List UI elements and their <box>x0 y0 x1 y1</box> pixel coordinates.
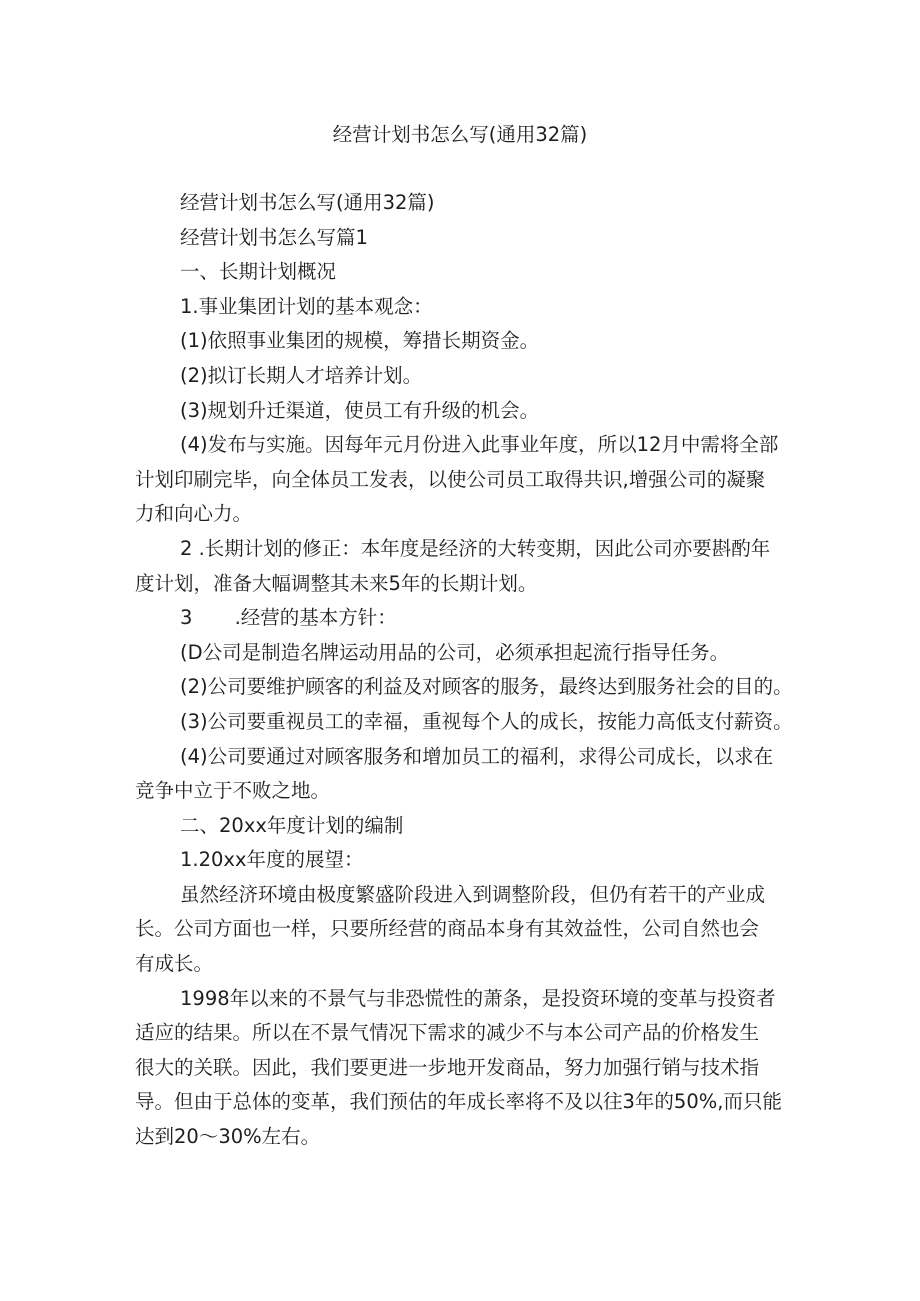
text-line: 3 .经营的基本方针： <box>180 606 397 630</box>
text-line: 2 .长期计划的修正：本年度是经济的大转变期，因此公司亦要斟酌年 <box>180 536 771 560</box>
text-line: (4)发布与实施。因每年元月份进入此事业年度，所以12月中需将全部 <box>180 433 779 457</box>
list-item <box>135 428 795 532</box>
list-item <box>135 670 795 705</box>
text-line: 导。但由于总体的变革，我们预估的年成长率将不及以往3年的50%,而只能 <box>135 1090 782 1114</box>
text-line: 1.20xx年度的展望： <box>180 848 364 872</box>
sub-heading <box>135 843 795 878</box>
text-line: 适应的结果。所以在不景气情况下需求的减少不与本公司产品的价格发生 <box>135 1021 760 1045</box>
list-item <box>135 394 795 429</box>
text-line: 一、长期计划概况 <box>180 260 337 284</box>
section-heading <box>135 809 795 844</box>
text-line: 1998年以来的不景气与非恐慌性的萧条，是投资环境的变革与投资者 <box>180 986 776 1010</box>
text-line: 有成长。 <box>135 952 214 976</box>
text-line: (3)规划升迁渠道，使员工有升级的机会。 <box>180 398 540 422</box>
sub-heading-paragraph <box>135 532 795 601</box>
list-item <box>135 359 795 394</box>
text-line: (D公司是制造名牌运动用品的公司，必须承担起流行指导任务。 <box>180 640 730 664</box>
list-item <box>135 740 795 809</box>
list-item <box>135 705 795 740</box>
paragraph-subtitle <box>135 186 795 221</box>
text-line: 竞争中立于不败之地。 <box>135 779 331 803</box>
text-line: 计划印刷完毕，向全体员工发表，以使公司员工取得共识,增强公司的凝聚 <box>135 467 766 491</box>
text-line: (2)拟订长期人才培养计划。 <box>180 363 423 387</box>
body-paragraph <box>135 982 795 1155</box>
text-line: 经营计划书怎么写(通用32篇) <box>180 191 435 214</box>
text-line: 度计划，准备大幅调整其未来5年的长期计划。 <box>135 571 538 595</box>
list-item <box>135 324 795 359</box>
sub-heading <box>135 601 795 636</box>
text-line: 二、20xx年度计划的编制 <box>180 813 404 837</box>
text-line: 1.事业集团计划的基本观念： <box>180 294 433 318</box>
body-paragraph <box>135 878 795 982</box>
document-body <box>135 186 795 1155</box>
text-line: 力和向心力。 <box>135 502 253 526</box>
text-line: (4)公司要通过对顾客服务和增加员工的福利，求得公司成长，以求在 <box>180 744 774 768</box>
text-line: (1)依照事业集团的规模，筹措长期资金。 <box>180 329 540 353</box>
text-line: 虽然经济环境由极度繁盛阶段进入到调整阶段，但仍有若干的产业成 <box>180 882 766 906</box>
paragraph-section-title <box>135 221 795 256</box>
text-line: (2)公司要维护顾客的利益及对顾客的服务，最终达到服务社会的目的。 <box>180 675 793 699</box>
text-line: 很大的关联。因此，我们要更进一步地开发商品，努力加强行销与技术指 <box>135 1055 760 1079</box>
text-line: 经营计划书怎么写篇1 <box>180 225 368 249</box>
text-line: 达到20〜30%左右。 <box>135 1125 321 1149</box>
section-heading <box>135 255 795 290</box>
sub-heading <box>135 290 795 325</box>
page-title: 经营计划书怎么写(通用32篇) <box>332 123 588 146</box>
text-line: (3)公司要重视员工的幸福，重视每个人的成长，按能力高低支付薪资。 <box>180 709 793 733</box>
text-line: 长。公司方面也一样，只要所经营的商品本身有其效益性，公司自然也会 <box>135 917 760 941</box>
list-item <box>135 636 795 671</box>
